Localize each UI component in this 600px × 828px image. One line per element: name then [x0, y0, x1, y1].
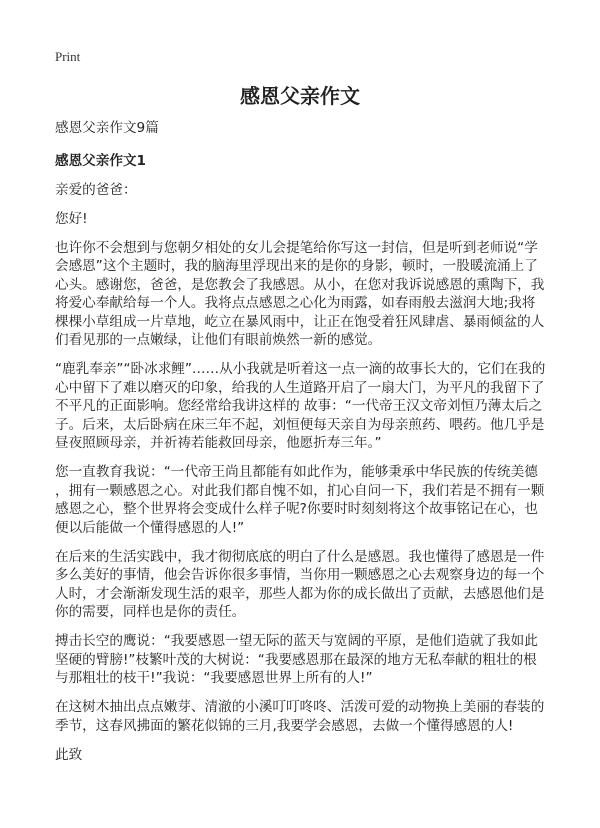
paragraph-line: 季节，这春风拂面的繁花似锦的三月,我要学会感恩，去做一个懂得感恩的人! — [55, 717, 514, 734]
paragraph-line: 便以后能做一个懂得感恩的人!” — [55, 519, 245, 536]
paragraph-line: 们看见那的一点嫩绿，让他们有眼前焕然一新的感觉。 — [55, 332, 382, 348]
paragraph — [55, 698, 550, 735]
paragraph-line: 昼夜照顾母亲，并祈祷若能救回母亲，他愿折寿三年。” — [55, 435, 382, 451]
paragraph-line: 将爱心奉献给每一个人。我将点点感恩之心化为雨露，如春雨般去滋润大地;我将 — [55, 295, 536, 311]
paragraph — [55, 239, 550, 350]
paragraph-line: 会感恩”这个主题时，我的脑海里浮现出来的是你的身影，顿时，一股暖流涌上了 — [55, 258, 538, 274]
paragraph-line: 坚硬的臂膀!”枝繁叶茂的大树说：“我要感恩那在最深的地方无私奉献的粗壮的根 — [55, 651, 537, 668]
paragraph-line: 在后来的生活实践中，我才彻彻底底的明白了什么是感恩。我也懂得了感恩是一件 — [55, 548, 545, 565]
paragraph-line: 此致 — [55, 746, 83, 763]
paragraph — [55, 463, 550, 537]
paragraph-line: 棵棵小草组成一片草地，屹立在暴风雨中，让正在饱受着狂风肆虐、暴雨倾盆的人 — [55, 313, 545, 330]
paragraph-line: 您一直教育我说：“一代帝王尚且都能有如此作为，能够秉承中华民族的传统美德 — [55, 464, 538, 480]
paragraph — [55, 181, 550, 200]
paragraph-line: ，拥有一颗感恩之心。对此我们都自愧不如，扪心自问一下，我们若是不拥有一颗 — [55, 482, 545, 499]
paragraph-line: 你的需要，同样也是你的责任。 — [55, 604, 246, 620]
paragraph-line: 与那粗壮的枝干!”我说：“我要感恩世界上所有的人!” — [55, 670, 373, 686]
paragraph-line: 感恩之心，整个世界将会变成什么样子呢?你要时时刻刻将这个故事铭记在心，也 — [55, 501, 538, 517]
paragraph-line: 心中留下了难以磨灭的印象，给我的人生道路开启了一扇大门，为平凡的我留下了 — [55, 379, 545, 396]
paragraph — [55, 548, 550, 622]
paragraph — [55, 360, 550, 453]
paragraph — [55, 746, 550, 765]
paragraph-line: 您好! — [55, 210, 88, 227]
paragraph — [55, 632, 550, 688]
paragraphs — [55, 181, 550, 765]
paragraph-line: 多么美好的事情，他会告诉你很多事情，当你用一颗感恩之心去观察身边的每一个 — [55, 567, 545, 583]
paragraph-line: 亲爱的爸爸： — [55, 181, 137, 198]
paragraph-line: 也许你不会想到与您朝夕相处的女儿会提笔给你写这一封信，但是听到老师说“学 — [55, 239, 538, 256]
paragraph-line: 搏击长空的鹰说：“我要感恩一望无际的蓝天与宽阔的平原，是他们造就了我如此 — [55, 633, 538, 649]
paragraph-line: 心头。感谢您，爸爸，是您教会了我感恩。从小，在您对我诉说感恩的熏陶下，我 — [55, 276, 545, 293]
print-link[interactable]: Print — [55, 49, 81, 64]
paragraph — [55, 210, 550, 229]
paragraph-line: 人时，才会渐渐发现生活的艰辛，那些人都为你的成长做出了贡献，去感恩他们是 — [55, 585, 545, 602]
subtitle: 感恩父亲作文9篇 — [55, 120, 159, 136]
section-heading: 感恩父亲作文1 — [55, 152, 147, 169]
paragraph-line: 在这树木抽出点点嫩芽、清澈的小溪叮叮咚咚、活泼可爱的动物换上美丽的春装的 — [55, 699, 545, 715]
paragraph-line: 子。后来，太后卧病在床三年不起，刘恒便每天亲自为母亲煎药、喂药。他几乎是 — [55, 416, 545, 433]
paragraph-line: “鹿乳奉亲”“卧冰求鲤”……从小我就是听着这一点一滴的故事长大的，它们在我的 — [55, 361, 546, 377]
document-body — [55, 119, 550, 775]
paragraph-line: 不平凡的正面影响。您经常给我讲这样的 故事：“一代帝王汉文帝刘恒乃薄太后之 — [55, 398, 543, 414]
page-title: 感恩父亲作文 — [240, 84, 360, 108]
